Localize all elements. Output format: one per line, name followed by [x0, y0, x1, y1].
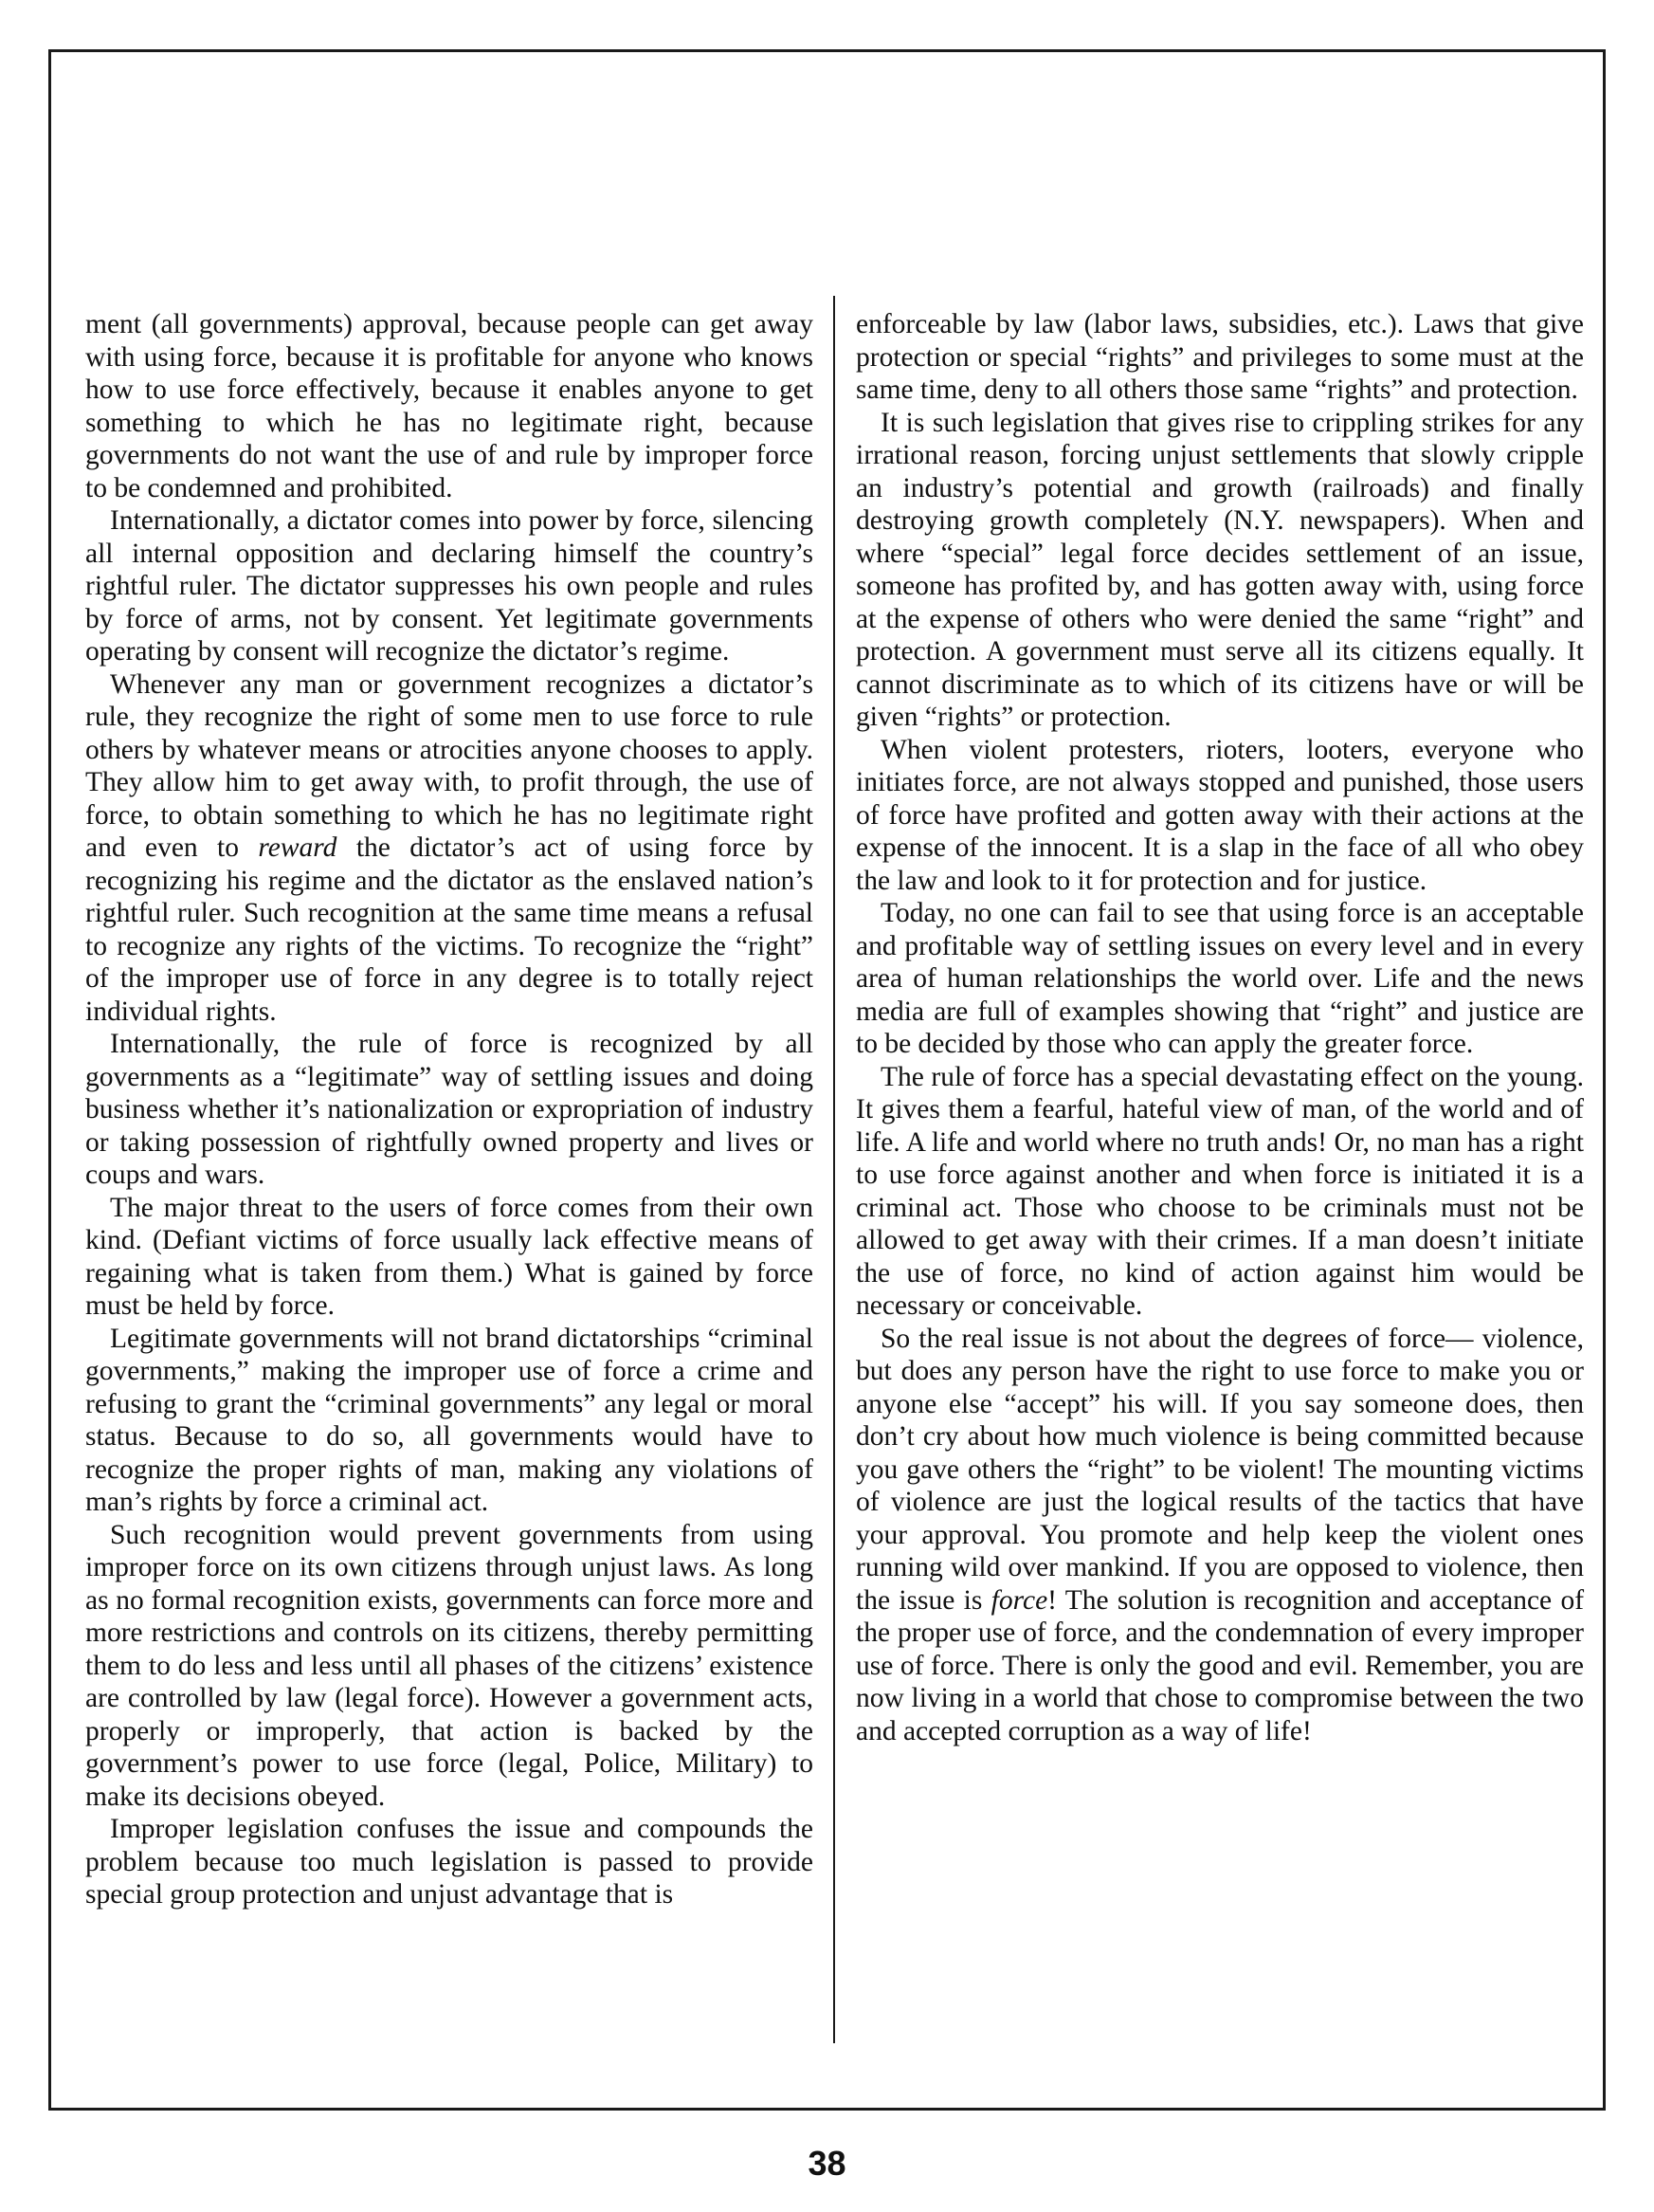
paragraph: ment (all governments) approval, because people can get away with using force, because it is profitable for anyone who knows how to use force effectively, because it enables anyone to get something to which he has no legitimate right, because governments do not want the use of and rule by improper force to be condemned and prohibited. [85, 309, 813, 503]
paragraph: Internationally, a dictator comes into power by force, silencing all internal opposition and declaring himself the country’s rightful ruler. The dictator suppresses his own people and rules by force of arms, not by consent. Yet legitimate governments operating by consent will recognize the dictator’s regime. [85, 505, 813, 667]
paragraph: When violent protesters, rioters, looters, everyone who initiates force, are not always stopped and punished, those users of force have profited and gotten away with their actions at the expense of the innocent. It is a slap in the face of all who obey the law and look to it for protection and for justice. [856, 734, 1584, 896]
paragraph: Improper legislation confuses the issue and compounds the problem because too much legislation is passed to provide special group protection and unjust advantage that is [85, 1814, 813, 1910]
paragraph [85, 668, 813, 1029]
paragraph: Legitimate governments will not brand dictatorships “criminal governments,” making the improper use of force a crime and refusing to grant the “criminal governments” any legal or moral status. Because to do so, all governments would have to recognize the proper rights of man, making any violations of man’s rights by force a criminal act. [85, 1323, 813, 1517]
paragraph [856, 1323, 1584, 1748]
paragraph-text: Whenever any man or government recognizes a dictator’s rule, they recognize the right of some men to use force to rule others by whatever means or atrocities anyone chooses to apply. They allow him to get away with, to profit through, the use of force, to obtain something to which he has no legitimate right and even to [85, 668, 813, 863]
left-column [85, 308, 813, 1911]
emphasis-text: reward [258, 832, 337, 863]
paragraph: It is such legislation that gives rise to crippling strikes for any irrational reason, forcing unjust settlements that slowly cripple an industry’s potential and growth (railroads) and finally destroying growth completely (N.Y. newspapers). When and where “special” legal force decides settlement of an issue, someone has profited by, and has gotten away with, using force at the expense of others who were denied the same “right” and protection. A government must serve all its citizens equally. It cannot discriminate as to which of its citizens have or will be given “rights” or protection. [856, 407, 1584, 732]
column-divider [833, 296, 835, 2043]
paragraph-text: ! The solution is recognition and acceptance of the proper use of force, and the condemnation of every improper use of force. There is only the good and evil. Remember, you are now living in a world that chose to compromise between the two and accepted corruption as a way of life! [856, 1584, 1585, 1746]
paragraph: enforceable by law (labor laws, subsidies, etc.). Laws that give protection or special “rights” and privileges to some must at the same time, deny to all others those same “rights” and protection. [856, 309, 1584, 405]
page-number: 38 [808, 2144, 846, 2183]
right-column [856, 308, 1584, 1747]
paragraph: Today, no one can fail to see that using force is an acceptable and profitable way of settling issues on every level and in every area of human relationships the world over. Life and the news media are full of examples showing that “right” and justice are to be decided by those who can apply the greater force. [856, 898, 1584, 1059]
paragraph: The rule of force has a special devastating effect on the young. It gives them a fearful, hateful view of man, of the world and of life. A life and world where no truth ands! Or, no man has a right to use force against another and when force is initiated it is a criminal act. Those who choose to be criminals must not be allowed to get away with their crimes. If a man doesn’t initiate the use of force, no kind of action against him would be necessary or conceivable. [856, 1061, 1584, 1321]
paragraph: The major threat to the users of force comes from their own kind. (Defiant victims of force usually lack effective means of regaining what is taken from them.) What is gained by force must be held by force. [85, 1192, 813, 1321]
emphasis-text: force [991, 1584, 1048, 1616]
paragraph: Such recognition would prevent governments from using improper force on its own citizens through unjust laws. As long as no formal recognition exists, governments can force more and more restrictions and controls on its citizens, thereby permitting them to do less and less until all phases of the citizens’ existence are controlled by law (legal force). However a government acts, properly or improperly, that action is backed by the government’s power to use force (legal, Police, Military) to make its decisions obeyed. [85, 1519, 813, 1812]
paragraph: Internationally, the rule of force is recognized by all governments as a “legitimate” way of settling issues and doing business whether it’s nationalization or expropriation of industry or taking possession of rightfully owned property and lives or coups and wars. [85, 1029, 813, 1190]
paragraph-text: the dictator’s act of using force by recognizing his regime and the dictator as the enslaved nation’s rightful ruler. Such recognition at the same time means a refusal to recognize any rights of the victims. To recognize the “right” of the improper use of force in any degree is to totally reject individual rights. [85, 832, 814, 1027]
paragraph-text: So the real issue is not about the degrees of force— violence, but does any person have the right to use force to make you or anyone else “accept” his will. If you say someone does, then don’t cry about how much violence is being committed because you gave others the “right” to be violent! The mounting victims of violence are just the logical results of the tactics that have your approval. You promote and help keep the violent ones running wild over mankind. If you are opposed to violence, then the issue is [856, 1323, 1584, 1616]
